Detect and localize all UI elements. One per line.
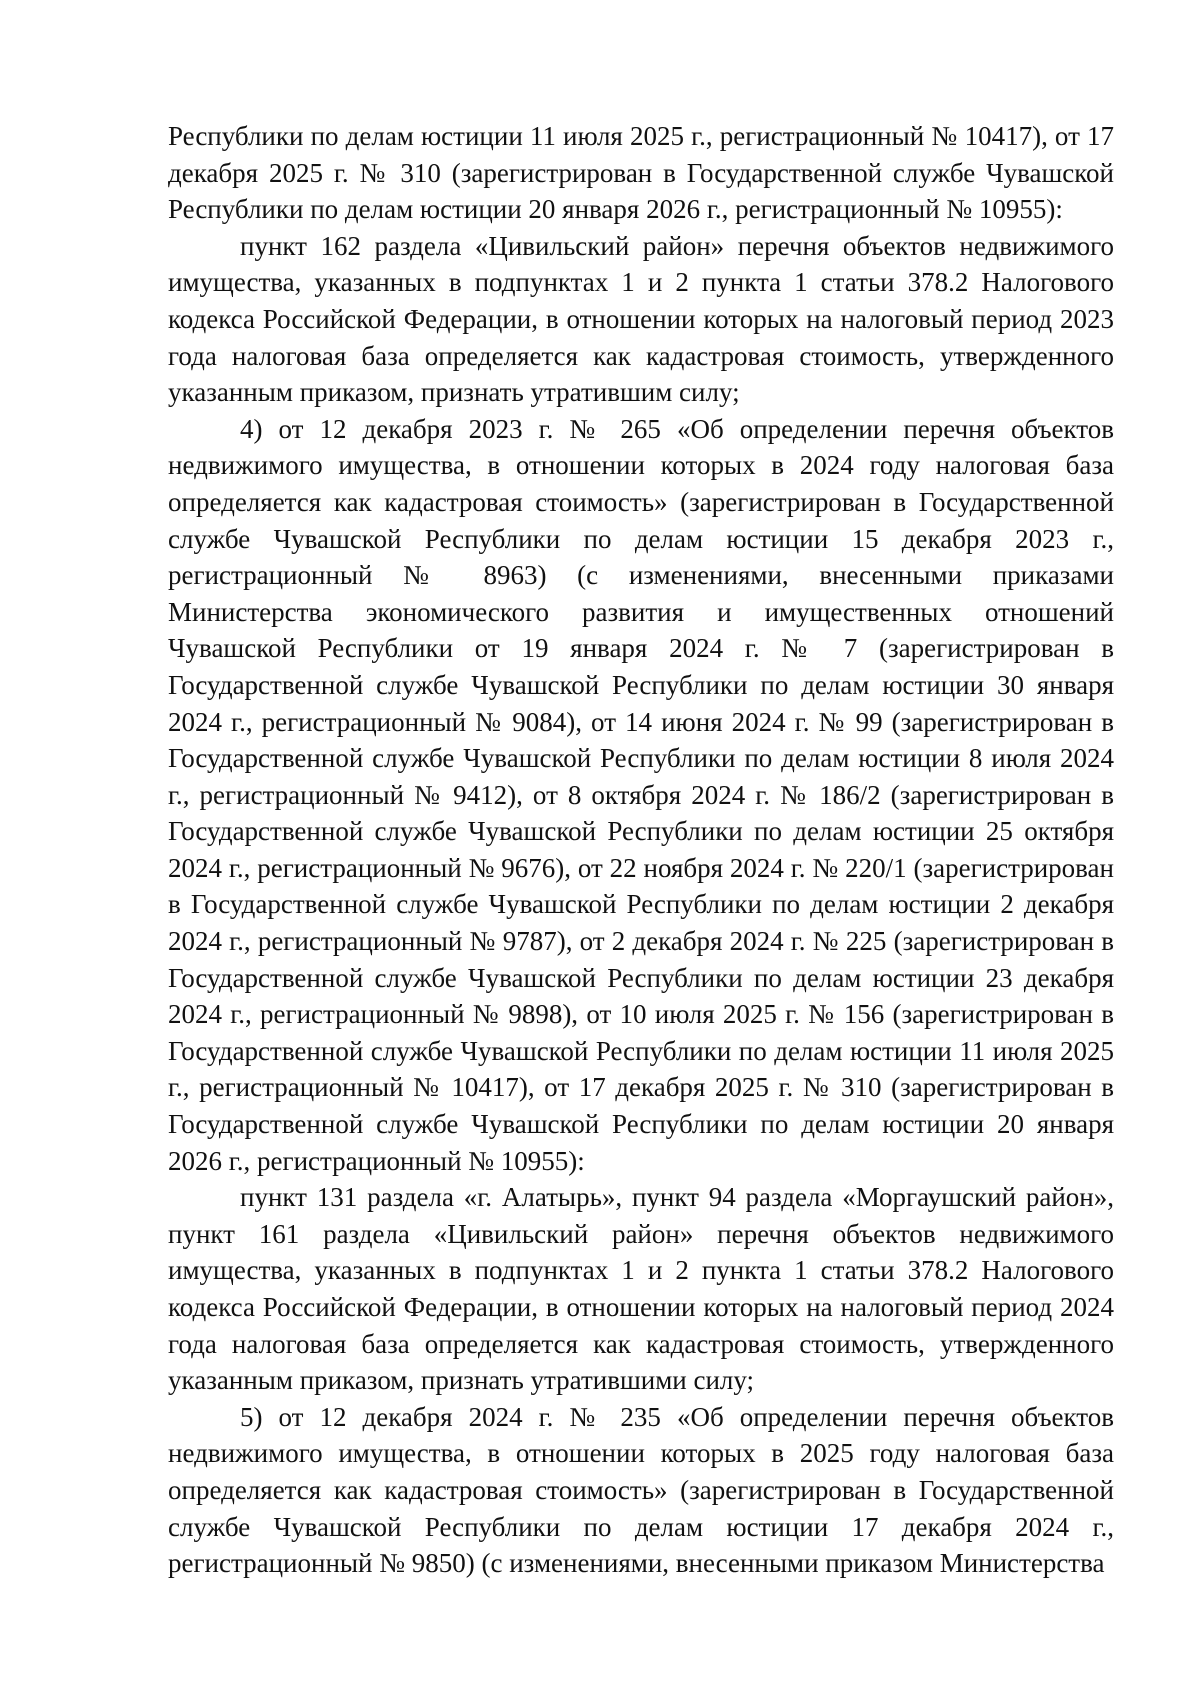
paragraph-item-162: пункт 162 раздела «Цивильский район» перечня объектов недвижимого имущества, указанных в подпунктах 1 и 2 пункта 1 статьи 378.2 Налогового кодекса Российской Федерации, в отношении которых на налоговый период 2023 года налоговая база определяется как кадастровая стоимость, утвержденного указанным приказом, признать утратившим силу; [168,230,1114,408]
paragraph-order-5: 5) от 12 декабря 2024 г. № 235 «Об определении перечня объектов недвижимого имущества, в отношении которых в 2025 году налоговая база определяется как кадастровая стоимость» (зарегистрирован в Государственной службе Чувашской Республики по делам юстиции 17 декабря 2024 г., регистрационный № 9850) (с изменениями, внесенными приказом Министерства [168,1401,1114,1579]
document-page [168,118,1114,1582]
paragraph-continuation: Республики по делам юстиции 11 июля 2025 г., регистрационный № 10417), от 17 декабря 2025 г. № 310 (зарегистрирован в Государственной службе Чувашской Республики по делам юстиции 20 января 2026 г., регистрационный № 10955): [168,121,1114,225]
paragraph-items-131-94-161: пункт 131 раздела «г. Алатырь», пункт 94 раздела «Моргаушский район», пункт 161 раздела «Цивильский район» перечня объектов недвижимого имущества, указанных в подпунктах 1 и 2 пункта 1 статьи 378.2 Налогового кодекса Российской Федерации, в отношении которых на налоговый период 2024 года налоговая база определяется как кадастровая стоимость, утвержденного указанным приказом, признать утратившими силу; [168,1182,1114,1396]
paragraph-order-4: 4) от 12 декабря 2023 г. № 265 «Об определении перечня объектов недвижимого имущества, в отношении которых в 2024 году налоговая база определяется как кадастровая стоимость» (зарегистрирован в Государственной службе Чувашской Республики по делам юстиции 15 декабря 2023 г., регистрационный № 8963) (с изменениями, внесенными приказами Министерства экономического развития и имущественных отношений Чувашской Республики от 19 января 2024 г. № 7 (зарегистрирован в Государственной службе Чувашской Республики по делам юстиции 30 января 2024 г., регистрационный № 9084), от 14 июня 2024 г. № 99 (зарегистрирован в Государственной службе Чувашской Республики по делам юстиции 8 июля 2024 г., регистрационный № 9412), от 8 октября 2024 г. № 186/2 (зарегистрирован в Государственной службе Чувашской Республики по делам юстиции 25 октября 2024 г., регистрационный № 9676), от 22 ноября 2024 г. № 220/1 (зарегистрирован в Государственной службе Чувашской Республики по делам юстиции 2 декабря 2024 г., регистрационный № 9787), от 2 декабря 2024 г. № 225 (зарегистрирован в Государственной службе Чувашской Республики по делам юстиции 23 декабря 2024 г., регистрационный № 9898), от 10 июля 2025 г. № 156 (зарегистрирован в Государственной службе Чувашской Республики по делам юстиции 11 июля 2025 г., регистрационный № 10417), от 17 декабря 2025 г. № 310 (зарегистрирован в Государственной службе Чувашской Республики по делам юстиции 20 января 2026 г., регистрационный № 10955): [168,413,1114,1176]
